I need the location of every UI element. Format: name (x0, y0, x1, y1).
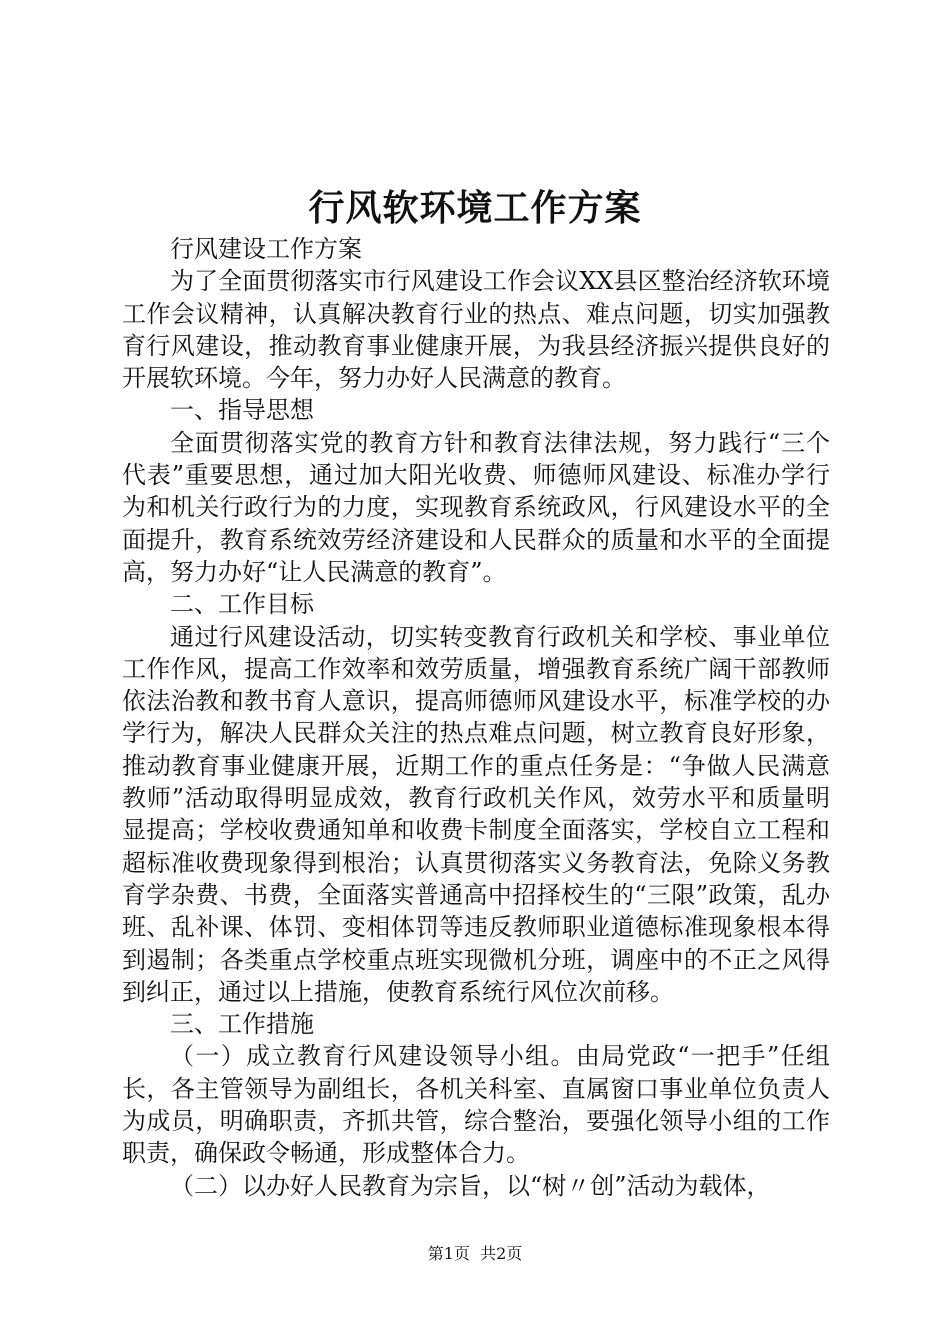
heading-guiding-ideology: 一、指导思想 (170, 396, 314, 425)
paragraph-guiding-ideology: 全面贯彻落实党的教育方针和教育法律法规，努力践行“三个代表”重要思想，通过加大阳光收费、师德师风建设、标准办学行为和机关行政行为的力度，实现教育系统政风，行风建设水平的全面提升，教育系统效劳经济建设和人民群众的质量和水平的全面提高，努力办好“让人民满意的教育”。 (122, 428, 830, 586)
footer-separator (470, 1244, 480, 1263)
paragraph-intro: 为了全面贯彻落实市行风建设工作会议XX县区整治经济软环境工作会议精神，认真解决教育行业的热点、难点问题，切实加强教育行风建设，推动教育事业健康开展，为我县经济振兴提供良好的开展软环境。今年，努力办好人民满意的教育。 (122, 267, 830, 393)
page-total: 共2页 (480, 1244, 523, 1263)
page-footer (0, 1243, 950, 1265)
paragraph-work-goals: 通过行风建设活动，切实转变教育行政机关和学校、事业单位工作作风，提高工作效率和效劳质量，增强教育系统广阔干部教师依法治教和教书育人意识，提高师德师风建设水平，标准学校的办学行为，解决人民群众关注的热点难点问题，树立教育良好形象，推动教育事业健康开展，近期工作的重点任务是：“争做人民满意教师”活动取得明显成效，教育行政机关作风，效劳水平和质量明显提高；学校收费通知单和收费卡制度全面落实，学校自立工程和超标准收费现象得到根治；认真贯彻落实义务教育法，免除义务教育学杂费、书费，全面落实普通高中招择校生的“三限”政策，乱办班、乱补课、体罚、变相体罚等违反教师职业道德标准现象根本得到遏制；各类重点学校重点班实现微机分班，调座中的不正之风得到纠正，通过以上措施，使教育系统行风位次前移。 (122, 622, 830, 1006)
document-title: 行风软环境工作方案 (308, 187, 642, 229)
document-body (122, 233, 830, 1202)
heading-work-measures: 三、工作措施 (170, 1010, 314, 1039)
heading-work-goals: 二、工作目标 (170, 590, 314, 619)
paragraph-subtitle: 行风建设工作方案 (170, 235, 362, 263)
paragraph-measure-2: （二）以办好人民教育为宗旨，以“树〃创”活动为载体， (170, 1171, 771, 1200)
paragraph-measure-1: （一）成立教育行风建设领导小组。由局党政“一把手”任组长，各主管领导为副组长，各机关科室、直属窗口事业单位负责人为成员，明确职责，齐抓共管，综合整治，要强化领导小组的工作职责，确保政令畅通，形成整体合力。 (122, 1042, 830, 1168)
page-number: 第1页 (427, 1244, 470, 1263)
